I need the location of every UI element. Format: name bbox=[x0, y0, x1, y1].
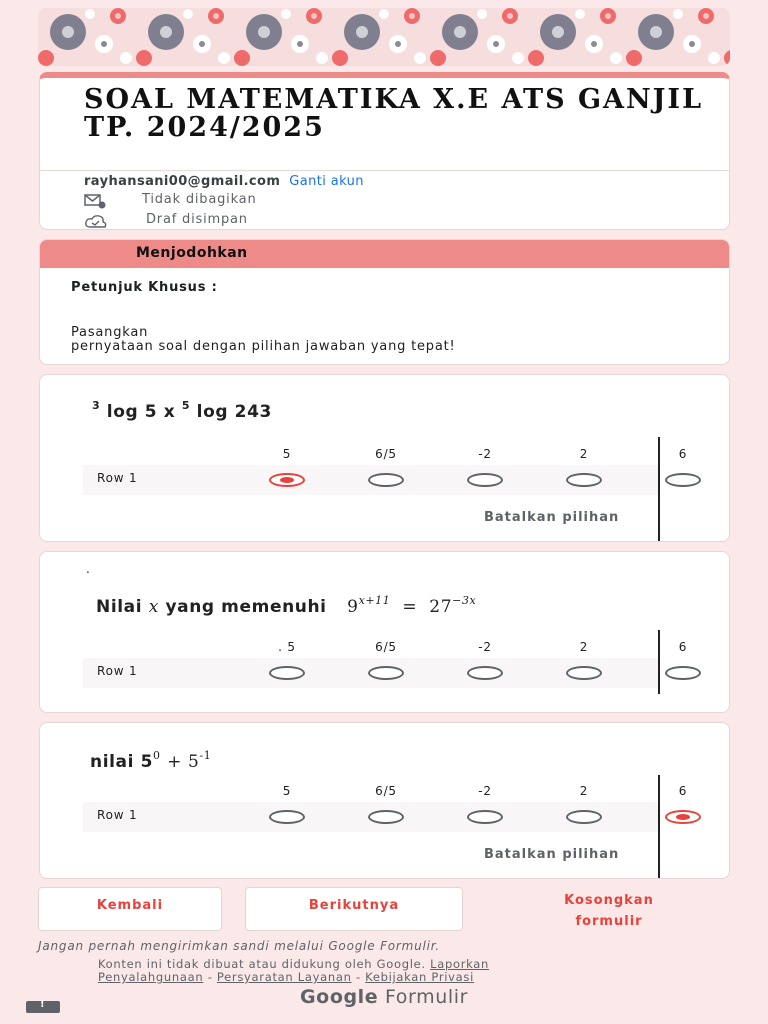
header-banner-image bbox=[38, 8, 730, 66]
radio-option-5[interactable] bbox=[269, 666, 305, 680]
exponent: 0 bbox=[153, 749, 161, 762]
question-text: log 5 x bbox=[106, 402, 176, 422]
question-card-2 bbox=[39, 551, 730, 713]
radio-option-5[interactable] bbox=[269, 473, 305, 487]
log-base: 5 bbox=[181, 399, 191, 412]
column-header: -2 bbox=[478, 640, 492, 654]
divider bbox=[40, 170, 729, 171]
column-header: 5 bbox=[282, 447, 292, 461]
instruction-line: Pasangkan bbox=[71, 325, 149, 340]
column-header: 6 bbox=[678, 447, 688, 461]
question-card-3 bbox=[39, 722, 730, 879]
choice-grid bbox=[83, 447, 688, 507]
next-button[interactable]: Berikutnya bbox=[245, 887, 463, 931]
clear-selection-button[interactable]: Batalkan pilihan bbox=[484, 847, 620, 862]
row-label: Row 1 bbox=[97, 664, 138, 678]
column-header: -2 bbox=[478, 447, 492, 461]
radio-option-minus-2[interactable] bbox=[467, 666, 503, 680]
back-button[interactable]: Kembali bbox=[38, 887, 222, 931]
column-header: 2 bbox=[579, 640, 589, 654]
eq-part: 9 bbox=[347, 597, 359, 617]
radio-option-2[interactable] bbox=[566, 810, 602, 824]
account-email: rayhansani00@gmail.com bbox=[84, 174, 281, 189]
link-text: Laporkan bbox=[430, 957, 490, 971]
radio-option-6[interactable] bbox=[665, 810, 701, 824]
feedback-icon[interactable] bbox=[26, 1001, 60, 1013]
clear-form-button[interactable] bbox=[520, 890, 698, 932]
mail-lock-icon bbox=[84, 193, 108, 209]
link-text: Penyalahgunaan bbox=[98, 970, 204, 984]
exponent: -1 bbox=[199, 749, 212, 762]
column-header: -2 bbox=[478, 784, 492, 798]
brand-google: Google bbox=[299, 986, 379, 1008]
column-header: 2 bbox=[579, 447, 589, 461]
eq-part: 27 bbox=[429, 597, 453, 617]
log-base: 3 bbox=[92, 399, 101, 412]
radio-option-5[interactable] bbox=[269, 810, 305, 824]
not-shared-label: Tidak dibagikan bbox=[142, 192, 257, 207]
stray-dot: . bbox=[86, 562, 90, 576]
question-text: yang memenuhi bbox=[165, 597, 327, 617]
radio-option-2[interactable] bbox=[566, 473, 602, 487]
column-header: 6 bbox=[678, 784, 688, 798]
separator: - bbox=[351, 970, 366, 984]
scroll-edge bbox=[658, 437, 660, 541]
radio-option-6-5[interactable] bbox=[368, 666, 404, 680]
question-text: nilai 5 bbox=[90, 752, 154, 772]
account-row bbox=[84, 174, 364, 189]
column-header: 6 bbox=[678, 640, 688, 654]
radio-option-6[interactable] bbox=[665, 666, 701, 680]
radio-option-minus-2[interactable] bbox=[467, 810, 503, 824]
row-label: Row 1 bbox=[97, 471, 138, 485]
form-title: SOAL MATEMATIKA X.E ATS GANJIL TP. 2024/2025 bbox=[84, 84, 704, 143]
row-label: Row 1 bbox=[97, 808, 138, 822]
question-title bbox=[92, 399, 272, 422]
scroll-edge bbox=[658, 775, 660, 879]
cloud-check-icon bbox=[84, 213, 108, 229]
radio-option-6-5[interactable] bbox=[368, 473, 404, 487]
password-warning: Jangan pernah mengirimkan sandi melalui Google Formulir. bbox=[38, 939, 441, 953]
column-header: 6/5 bbox=[375, 784, 397, 798]
radio-option-minus-2[interactable] bbox=[467, 473, 503, 487]
google-forms-logo[interactable] bbox=[0, 986, 768, 1008]
clear-form-label: formulir bbox=[575, 914, 643, 929]
eq-part: x+11 bbox=[358, 594, 391, 607]
form-title-card bbox=[39, 72, 730, 230]
radio-option-6[interactable] bbox=[665, 473, 701, 487]
instruction-line: pernyataan soal dengan pilihan jawaban yang tepat! bbox=[71, 339, 456, 354]
question-text: + 5 bbox=[167, 752, 200, 772]
eq-part: −3x bbox=[452, 594, 477, 607]
floral-pattern bbox=[38, 8, 730, 66]
instruction-text bbox=[71, 326, 456, 354]
terms-link[interactable]: Persyaratan Layanan bbox=[216, 970, 352, 984]
equation bbox=[347, 594, 477, 617]
switch-account-link[interactable]: Ganti akun bbox=[289, 174, 364, 189]
section-header: Menjodohkan bbox=[40, 240, 729, 268]
eq-part: = bbox=[402, 597, 418, 617]
clear-selection-button[interactable]: Batalkan pilihan bbox=[484, 510, 620, 525]
brand-forms: Formulir bbox=[384, 986, 469, 1008]
radio-option-6-5[interactable] bbox=[368, 810, 404, 824]
radio-option-2[interactable] bbox=[566, 666, 602, 680]
column-header: 6/5 bbox=[375, 447, 397, 461]
section-card bbox=[39, 239, 730, 365]
disclaimer bbox=[98, 958, 678, 984]
report-abuse-link-2[interactable] bbox=[98, 970, 203, 984]
column-header: 5 bbox=[282, 784, 292, 798]
clear-form-label: Kosongkan bbox=[564, 893, 654, 908]
column-header: 2 bbox=[579, 784, 589, 798]
math-variable: x bbox=[148, 597, 159, 617]
question-card-1 bbox=[39, 374, 730, 542]
disclaimer-text: Konten ini tidak dibuat atau didukung oleh Google. bbox=[98, 957, 426, 971]
question-title bbox=[96, 594, 476, 617]
report-abuse-link[interactable] bbox=[430, 957, 489, 971]
question-text: log 243 bbox=[196, 402, 272, 422]
choice-grid bbox=[83, 640, 688, 700]
privacy-link[interactable]: Kebijakan Privasi bbox=[365, 970, 474, 984]
column-header: 6/5 bbox=[375, 640, 397, 654]
choice-grid bbox=[83, 784, 688, 844]
question-title bbox=[90, 749, 211, 772]
question-text: Nilai bbox=[96, 597, 143, 617]
draft-saved-label: Draf disimpan bbox=[146, 212, 248, 227]
scroll-edge bbox=[658, 630, 660, 694]
column-header: . 5 bbox=[278, 640, 296, 654]
separator: - bbox=[203, 970, 217, 984]
instruction-heading: Petunjuk Khusus : bbox=[71, 280, 218, 295]
